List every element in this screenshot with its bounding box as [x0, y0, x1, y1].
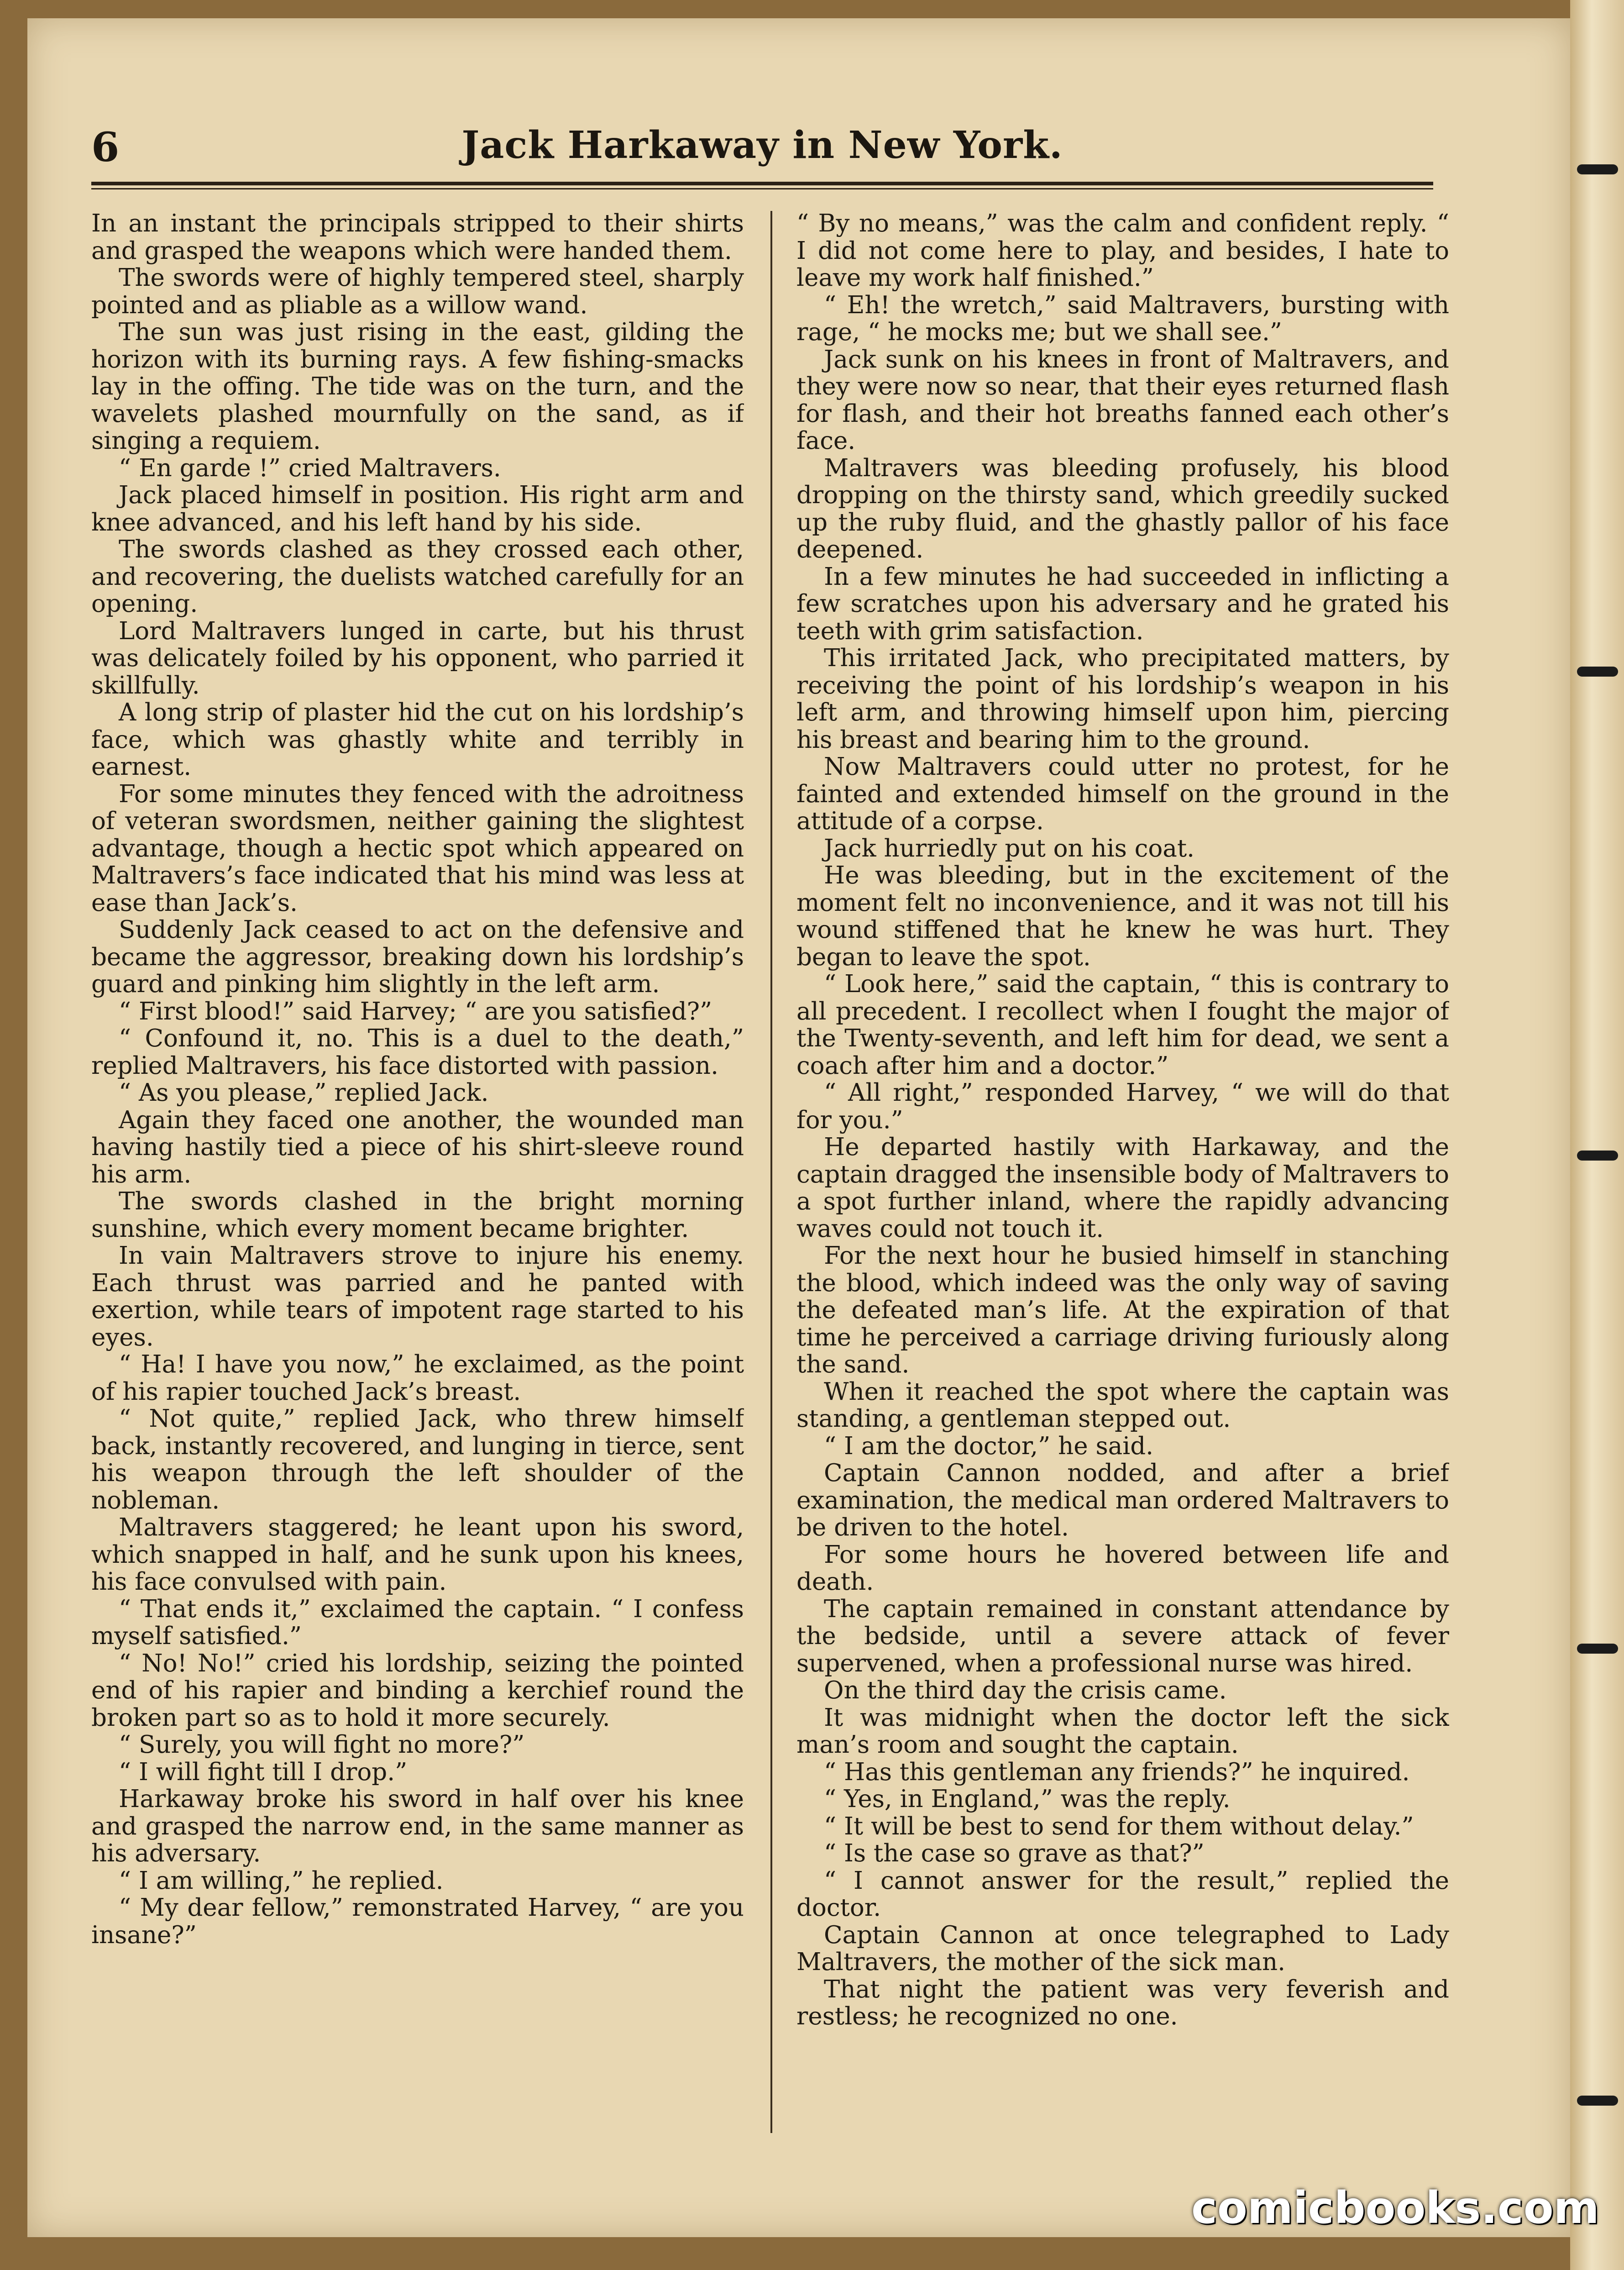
- paragraph: “ Eh! the wretch,” said Maltravers, bursting with rage, “ he mocks me; but we shall see.”: [796, 291, 1449, 346]
- paragraph: He departed hastily with Harkaway, and the captain dragged the insensible body of Maltravers to a spot further inland, where the rapidly advancing waves could not touch it.: [796, 1133, 1449, 1243]
- paragraph: “ En garde !” cried Maltravers.: [119, 454, 501, 482]
- paragraph: “ Has this gentleman any friends?” he inquired.: [824, 1758, 1410, 1786]
- binding-stitch: [1577, 1151, 1618, 1161]
- paragraph: “ As you please,” replied Jack.: [119, 1079, 489, 1107]
- paragraph: “ Yes, in England,” was the reply.: [824, 1785, 1231, 1813]
- paragraph: Jack hurriedly put on his coat.: [824, 834, 1194, 862]
- paragraph: “ I cannot answer for the result,” replied the doctor.: [796, 1866, 1449, 1922]
- paragraph: The swords clashed in the bright morning sunshine, which every moment became brighter.: [91, 1188, 744, 1243]
- paragraph: “ Look here,” said the captain, “ this is contrary to all precedent. I recollect when I fought the major of the Twenty-seventh, and left him for dead, we sent a coach after him and a doctor.”: [796, 970, 1449, 1080]
- paragraph: “ First blood!” said Harvey; “ are you satisfied?”: [119, 997, 712, 1025]
- paragraph: In a few minutes he had succeeded in inflicting a few scratches upon his adversary and he grated his teeth with grim satisfaction.: [796, 562, 1449, 645]
- paragraph: Lord Maltravers lunged in carte, but his thrust was delicately foiled by his opponent, who parried it skillfully.: [91, 617, 744, 699]
- paragraph: Suddenly Jack ceased to act on the defensive and became the aggressor, breaking down his lordship’s guard and pinking him slightly in the left arm.: [91, 916, 744, 998]
- paragraph: Now Maltravers could utter no protest, for he fainted and extended himself on the ground in the attitude of a corpse.: [796, 753, 1449, 835]
- paragraph: It was midnight when the doctor left the sick man’s room and sought the captain.: [796, 1703, 1449, 1759]
- left-column: [91, 210, 744, 2164]
- page-number: 6: [91, 123, 120, 171]
- paragraph: The sun was just rising in the east, gilding the horizon with its burning rays. A few fishing-smacks lay in the offing. The tide was on the turn, and the wavelets plashed mournfully on the sand, as if singing a requiem.: [91, 318, 744, 455]
- paragraph: Jack sunk on his knees in front of Maltravers, and they were now so near, that their eyes returned flash for flash, and their hot breaths fanned each other’s face.: [796, 345, 1449, 455]
- paragraph: For some hours he hovered between life and death.: [796, 1540, 1449, 1596]
- paragraph: This irritated Jack, who precipitated matters, by receiving the point of his lordship’s weapon in his left arm, and throwing himself upon him, piercing his breast and bearing him to the ground.: [796, 644, 1449, 754]
- running-title: Jack Harkaway in New York.: [461, 123, 1063, 167]
- paragraph: “ Ha! I have you now,” he exclaimed, as the point of his rapier touched Jack’s breast.: [91, 1350, 744, 1406]
- paragraph: “ Confound it, no. This is a duel to the death,” replied Maltravers, his face distorted with passion.: [91, 1025, 744, 1080]
- page-header: [91, 114, 1433, 178]
- paragraph: Maltravers staggered; he leant upon his sword, which snapped in half, and he sunk upon his knees, his face convulsed with pain.: [91, 1513, 744, 1596]
- paragraph: “ That ends it,” exclaimed the captain. “ I confess myself satisfied.”: [91, 1595, 744, 1650]
- paragraph: A long strip of plaster hid the cut on his lordship’s face, which was ghastly white and terribly in earnest.: [91, 699, 744, 781]
- column-divider: [770, 211, 772, 2133]
- paragraph: “ I am the doctor,” he said.: [824, 1432, 1153, 1460]
- paragraph: “ I will fight till I drop.”: [119, 1758, 408, 1786]
- binding-stitch: [1577, 2096, 1618, 2106]
- paragraph: The swords clashed as they crossed each other, and recovering, the duelists watched carefully for an opening.: [91, 536, 744, 618]
- paragraph: “ No! No!” cried his lordship, seizing the pointed end of his rapier and binding a kerchief round the broken part so as to hold it more securely.: [91, 1649, 744, 1732]
- paragraph: “ My dear fellow,” remonstrated Harvey, “ are you insane?”: [91, 1894, 744, 1949]
- paragraph: Captain Cannon nodded, and after a brief examination, the medical man ordered Maltravers to be driven to the hotel.: [796, 1459, 1449, 1541]
- paragraph: Jack placed himself in position. His right arm and knee advanced, and his left hand by his side.: [91, 481, 744, 536]
- paragraph: In an instant the principals stripped to their shirts and grasped the weapons which were handed them.: [91, 210, 744, 265]
- paragraph: The swords were of highly tempered steel, sharply pointed and as pliable as a willow wand.: [91, 264, 744, 319]
- paragraph: He was bleeding, but in the excitement of the moment felt no inconvenience, and it was not till his wound stiffened that he knew he was hurt. They began to leave the spot.: [796, 862, 1449, 971]
- paragraph: Maltravers was bleeding profusely, his blood dropping on the thirsty sand, which greedily sucked up the ruby fluid, and the ghastly pallor of his face deepened.: [796, 454, 1449, 563]
- paragraph: For the next hour he busied himself in stanching the blood, which indeed was the only way of saving the defeated man’s life. At the expiration of that time he perceived a carriage driving furiously along the sand.: [796, 1242, 1449, 1378]
- paragraph: “ By no means,” was the calm and confident reply. “ I did not come here to play, and besides, I hate to leave my work half finished.”: [796, 210, 1449, 292]
- paragraph: “ Surely, you will fight no more?”: [119, 1731, 525, 1759]
- binding-spine: [1570, 0, 1624, 2270]
- binding-stitch: [1577, 1644, 1618, 1654]
- paragraph: In vain Maltravers strove to injure his enemy. Each thrust was parried and he panted with exertion, while tears of impotent rage started to his eyes.: [91, 1242, 744, 1351]
- binding-stitch: [1577, 164, 1618, 174]
- paragraph: “ Not quite,” replied Jack, who threw himself back, instantly recovered, and lunging in tierce, sent his weapon through the left shoulder of the nobleman.: [91, 1405, 744, 1514]
- paragraph: That night the patient was very feverish and restless; he recognized no one.: [796, 1975, 1449, 2030]
- paragraph: For some minutes they fenced with the adroitness of veteran swordsmen, neither gaining the slightest advantage, though a hectic spot which appeared on Maltravers’s face indicated that his mind was less at ease than Jack’s.: [91, 780, 744, 917]
- paragraph: The captain remained in constant attendance by the bedside, until a severe attack of fever supervened, when a professional nurse was hired.: [796, 1595, 1449, 1677]
- paragraph: “ I am willing,” he replied.: [119, 1866, 444, 1895]
- binding-stitch: [1577, 667, 1618, 677]
- paragraph: “ All right,” responded Harvey, “ we will do that for you.”: [796, 1079, 1449, 1134]
- paragraph: Harkaway broke his sword in half over his knee and grasped the narrow end, in the same manner as his adversary.: [91, 1785, 744, 1867]
- right-column: [796, 210, 1449, 2164]
- paragraph: On the third day the crisis came.: [824, 1676, 1227, 1704]
- paragraph: When it reached the spot where the captain was standing, a gentleman stepped out.: [796, 1377, 1449, 1433]
- header-rule: [91, 182, 1433, 189]
- paragraph: “ It will be best to send for them without delay.”: [824, 1812, 1414, 1840]
- paragraph: Captain Cannon at once telegraphed to Lady Maltravers, the mother of the sick man.: [796, 1921, 1449, 1976]
- paragraph: “ Is the case so grave as that?”: [824, 1839, 1205, 1867]
- watermark: comicbooks.com: [1191, 2182, 1599, 2233]
- paragraph: Again they faced one another, the wounded man having hastily tied a piece of his shirt-sleeve round his arm.: [91, 1106, 744, 1188]
